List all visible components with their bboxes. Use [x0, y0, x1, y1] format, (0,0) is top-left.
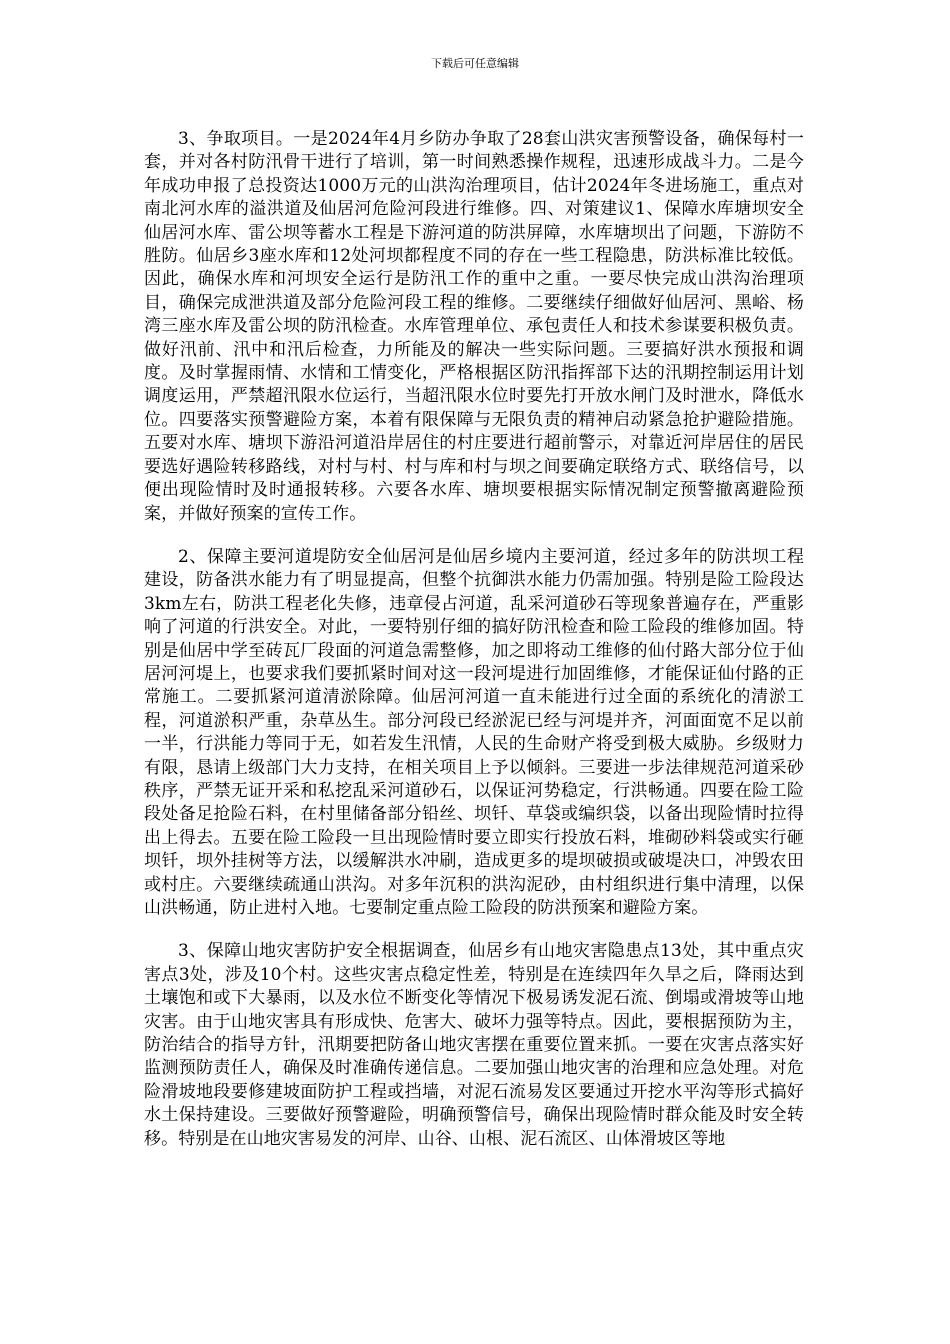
document-body	[144, 128, 804, 1151]
page-header-note: 下载后可任意编辑	[431, 57, 519, 70]
paragraph-project-and-reservoir: 3、争取项目。一是2024年4月乡防办争取了28套山洪灾害预警设备，确保每村一套，并对各村防汛骨干进行了培训，第一时间熟悉操作规程，迅速形成战斗力。二是今年成功申报了总投资达1000万元的山洪沟治理项目，估计2024年冬进场施工，重点对南北河水库的溢洪道及仙居河危险河段进行维修。四、对策建议1、保障水库塘坝安全仙居河水库、雷公坝等蓄水工程是下游河道的防洪屏障，水库塘坝出了问题，下游防不胜防。仙居乡3座水库和12处河坝都程度不同的存在一些工程隐患，防洪标准比较低。因此，确保水库和河坝安全运行是防汛工作的重中之重。一要尽快完成山洪沟治理项目，确保完成泄洪道及部分危险河段工程的维修。二要继续仔细做好仙居河、黑峪、杨湾三座水库及雷公坝的防汛检查。水库管理单位、承包责任人和技术参谋要积极负责。做好汛前、汛中和汛后检查，力所能及的解决一些实际问题。三要搞好洪水预报和调度。及时掌握雨情、水情和工情变化，严格根据区防汛指挥部下达的汛期控制运用计划调度运用，严禁超汛限水位运行，当超汛限水位时要先打开放水闸门及时泄水，降低水位。四要落实预警避险方案，本着有限保障与无限负责的精神启动紧急抢护避险措施。五要对水库、塘坝下游沿河道沿岸居住的村庄要进行超前警示，对靠近河岸居住的居民要选好遇险转移路线，对村与村、村与库和村与坝之间要确定联络方式、联络信号，以便出现险情时及时通报转移。六要各水库、塘坝要根据实际情况制定预警撤离避险预案，并做好预案的宣传工作。	[144, 129, 804, 524]
paragraph-mountain-disaster: 3、保障山地灾害防护安全根据调查，仙居乡有山地灾害隐患点13处，其中重点灾害点3处，涉及10个村。这些灾害点稳定性差，特别是在连续四年久旱之后，降雨达到土壤饱和或下大暴雨，以及水位不断变化等情况下极易诱发泥石流、倒塌或滑坡等山地灾害。由于山地灾害具有形成快、危害大、破坏力强等特点。因此，要根据预防为主，防治结合的指导方针，汛期要把防备山地灾害摆在重要位置来抓。一要在灾害点落实好监测预防责任人，确保及时准确传递信息。二要加强山地灾害的治理和应急处理。对危险滑坡地段要修建坡面防护工程或挡墙，对泥石流易发区要通过开挖水平沟等形式搞好水土保持建设。三要做好预警避险，明确预警信号，确保出现险情时群众能及时安全转移。特别是在山地灾害易发的河岸、山谷、山根、泥石流区、山体滑坡区等地	[144, 941, 804, 1149]
paragraph-river-embankment: 2、保障主要河道堤防安全仙居河是仙居乡境内主要河道，经过多年的防洪坝工程建设，防备洪水能力有了明显提高，但整个抗御洪水能力仍需加强。特别是险工险段达3km左右，防洪工程老化失修，违章侵占河道，乱采河道砂石等现象普遍存在，严重影响了河道的行洪安全。对此，一要特别仔细的搞好防汛检查和险工险段的维修加固。特别是仙居中学至砖瓦厂段面的河道急需整修，加之即将动工维修的仙付路大部分位于仙居河河堤上，也要求我们要抓紧时间对这一段河堤进行加固维修，才能保证仙付路的正常施工。二要抓紧河道清淤除障。仙居河河道一直未能进行过全面的系统化的清淤工程，河道淤积严重，杂草丛生。部分河段已经淤泥已经与河堤并齐，河面面宽不足以前一半，行洪能力等同于无，如若发生汛情，人民的生命财产将受到极大威胁。乡级财力有限，恳请上级部门大力支持，在相关项目上予以倾斜。三要进一步法律规范河道采砂秩序，严禁无证开采和私挖乱采河道砂石，以保证河势稳定，行洪畅通。四要在险工险段处备足抢险石料，在村里储备部分铅丝、坝钎、草袋或编织袋，以备出现险情时拉得出上得去。五要在险工险段一旦出现险情时要立即实行投放石料，堆砌砂料袋或实行砸坝钎，坝外挂树等方法，以缓解洪水冲刷，造成更多的堤坝破损或破堤决口，冲毁农田或村庄。六要继续疏通山洪沟。对多年沉积的洪沟泥砂，由村组织进行集中清理，以保山洪畅通，防止进村入地。七要制定重点险工险段的防洪预案和避险方案。	[144, 546, 804, 918]
